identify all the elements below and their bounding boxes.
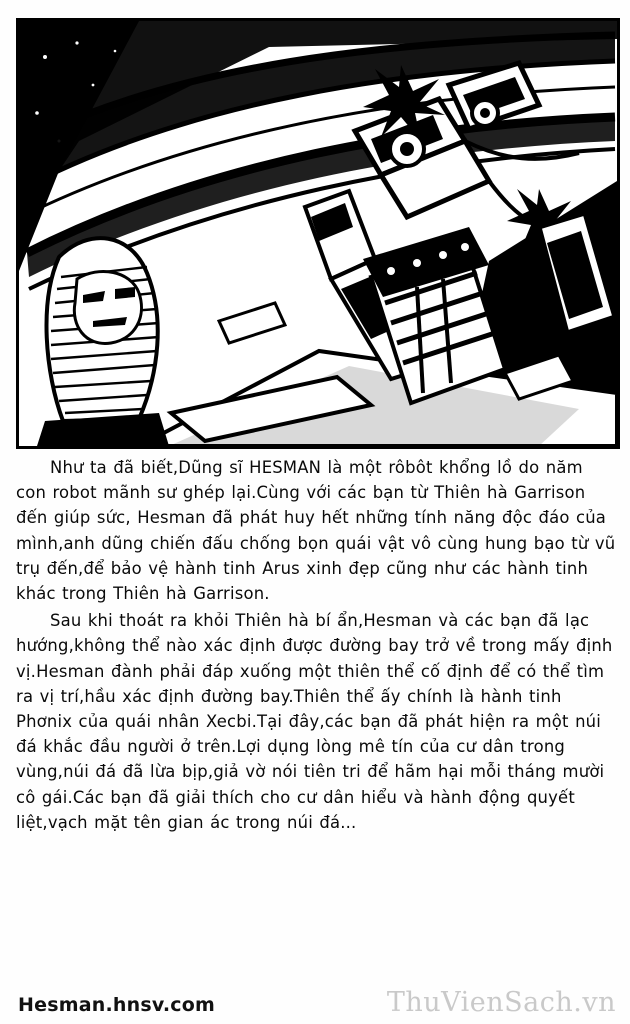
story-paragraph-2: Sau khi thoát ra khỏi Thiên hà bí ẩn,Hesman và các bạn đã lạc hướng,không thể nào xác định được đường bay trở về trong mấy định vị.Hesman đành phải đáp xuống một thiên thể cố định để có thể tìm ra vị trí,hầu xác định đường bay.Thiên thể ấy chính là hành tinh Phơnix của quái nhân Xecbi.Tại đây,các bạn đã phát hiện ra một núi đá khắc đầu người ở trên.Lợi dụng lòng mê tín của cư dân trong vùng,núi đá đã lừa bịp,giả vờ nói tiên tri để hãm hại mỗi tháng mười cô gái.Các bạn đã giải thích cho cư dân hiểu và hành động quyết liệt,vạch mặt tên gian ác trong núi đá... bbox=[16, 611, 619, 832]
comic-panel bbox=[16, 18, 620, 449]
story-paragraph-1: Như ta đã biết,Dũng sĩ HESMAN là một rôbôt khổng lồ do năm con robot mãnh sư ghép lại.Cùng với các bạn từ Thiên hà Garrison đến giúp sức, Hesman đã phát huy hết những tính năng độc đáo của mình,anh dũng chiến đấu chống bọn quái vật vô cùng hung bạo từ vũ trụ đến,để bảo vệ hành tinh Arus xinh đẹp cũng như các hành tinh khác trong Thiên hà Garrison. bbox=[16, 458, 622, 604]
watermark-label: ThuVienSach.vn bbox=[386, 987, 616, 1018]
page-footer bbox=[0, 978, 630, 1024]
site-url-label: Hesman.hnsv.com bbox=[18, 994, 215, 1016]
story-text bbox=[16, 455, 622, 835]
comic-panel-artwork bbox=[19, 21, 617, 446]
